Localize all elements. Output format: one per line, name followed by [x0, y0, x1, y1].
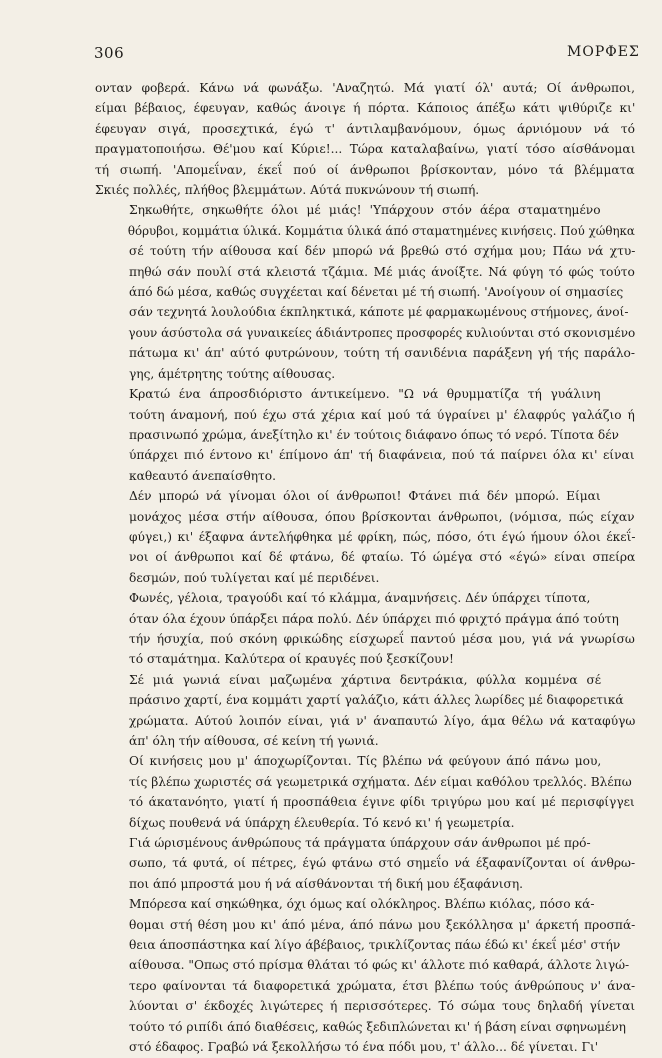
text-line: πάτωμα κι' άπ' αύτό φυτρώνουν, τούτη τή σανιδένια παράξενη γή τής παράλο- — [129, 346, 635, 361]
text-line: θομαι στή θέση μου κι' άπό μένα, άπό πάνω μου ξεκόλλησα μ' άρκετή προσπά- — [129, 917, 636, 932]
paragraph — [95, 833, 635, 894]
text-line: μονάχος μέσα στήν αίθουσα, όπου βρίσκονται άνθρωποι, (νόμισα, πώς είχαν — [129, 509, 635, 524]
text-line: λύονται σ' έκδοχές λιγώτερες ή περισσότερες. Τό σώμα τους δηλαδή γίνεται — [129, 999, 635, 1014]
paragraph — [95, 751, 635, 833]
text-line: γουν άσύστολα σά γυναικείες άδιάντροπες προσφορές κυλιούνται στό σκονισμένο — [128, 325, 636, 340]
text-line: όταν όλα έχουν ύπάρξει πάρα πολύ. Δέν ύπάρχει πιό φριχτό πράγμα άπό τούτη — [129, 611, 619, 626]
text-line: Δέν μπορώ νά γίνομαι όλοι οί άνθρωποι! Φτάνει πιά δέν μπορώ. Είμαι — [129, 489, 601, 504]
text-line: θόρυβοι, κομμάτια ύλικά. Κομμάτια ύλικά άπό σταματημένες κινήσεις. Πού χώθηκα — [127, 223, 635, 238]
text-line: Οί κινήσεις μου μ' άποχωρίζονται. Τίς βλέπω νά φεύγουν άπό πάνω μου, — [129, 754, 602, 769]
text-line: τή σιωπή. 'Απομεΐναν, έκεΐ πού οί άνθρωποι βρίσκονταν, μόνο τά βλέμματα — [95, 162, 635, 177]
text-line: Σηκωθήτε, σηκωθήτε όλοι μέ μιάς! 'Υπάρχουν στόν άέρα σταματημένο — [129, 203, 601, 218]
paragraph — [95, 894, 635, 1057]
text-line: τούτο τό ριπίδι άπό διαθέσεις, καθώς ξεδιπλώνεται κι' ή βάση είναι σφηνωμένη — [129, 1019, 626, 1034]
text-line: Κρατώ ένα άπροσδιόριστο άντικείμενο. "Ω νά θρυμματίζα τή γυάλινη — [129, 387, 601, 402]
text-line: δεσμών, πού τυλίγεται καί μέ περιδένει. — [129, 570, 380, 585]
text-line: δίχως πουθενά νά ύπάρχη έλευθερία. Τό κενό κι' ή γεωμετρία. — [129, 815, 515, 830]
text-line: σέ τούτη τήν αίθουσα καί δέν μπορώ νά βρεθώ στό σχήμα μου; Πάω νά χτυ- — [129, 244, 636, 259]
text-line: αίθουσα. "Οπως στό πρίσμα θλάται τό φώς κι' άλλοτε πιό καθαρά, άλλοτε λιγώ- — [129, 958, 630, 973]
paragraph — [95, 486, 635, 588]
text-line: άπ' όλη τήν αίθουσα, σέ κείνη τή γωνιά. — [129, 734, 379, 748]
text-line: καθεαυτό άνεπαίσθητο. — [129, 468, 276, 483]
body-text — [95, 78, 635, 1058]
text-line: θεια άποσπάστηκα καί λίγο άβέβαιος, τρικλίζοντας πάω έδώ κι' έκεΐ μέσ' στήν — [129, 938, 621, 953]
text-line: γης, άμέτρητης τούτης αίθουσας. — [129, 366, 336, 381]
text-line: ονταν φοβερά. Κάνω νά φωνάξω. 'Αναζητώ. Μά γιατί όλ' αυτά; Οί άνθρωποι, — [95, 81, 635, 95]
text-line: χρώματα. Αύτού λοιπόν είναι, γιά ν' άναπαυτώ λίγο, άμα θέλω νά καταφύγω — [129, 713, 636, 728]
text-line: Γιά ώρισμένους άνθρώπους τά πράγματα ύπάρχουν σάν άνθρωποι μέ πρό- — [129, 836, 591, 851]
text-line: νοι οί άνθρωποι καί δέ φτάνω, δέ φταίω. Τό ώμέγα στό «έγώ» είναι σπείρα — [129, 550, 636, 565]
text-line: ποι άπό μπροστά μου ή νά αίσθάνονται τή δική μου έξαφάνιση. — [129, 876, 524, 891]
text-line: τό σταμάτημα. Καλύτερα οί κραυγές πού ξεσκίζουν! — [129, 652, 454, 667]
text-line: στό έδαφος. Γραβώ νά ξεκολλήσω τό ένα πόδι μου, τ' άλλο... δέ γίνεται. Γι' — [129, 1040, 599, 1055]
text-line: τήν ήσυχία, πού σκόνη φρικώδης είσχωρεΐ παντού μέσα μου, γιά νά γνωρίσω — [129, 631, 635, 646]
paragraph — [95, 384, 635, 486]
paragraph — [95, 588, 635, 670]
text-line: Φωνές, γέλοια, τραγούδι καί τό κλάμμα, άναμνήσεις. Δέν ύπάρχει τίποτα, — [129, 591, 591, 606]
text-line: άπό δώ μέσα, καθώς συγχέεται καί δένεται μέ τή σιωπή. 'Ανοίγουν οί σημασίες — [129, 285, 624, 300]
text-line: Σκιές πολλές, πλήθος βλεμμάτων. Αύτά πυκνώνουν τή σιωπή. — [95, 183, 480, 198]
text-line: τό άκατανόητο, γιατί ή προσπάθεια έγινε φίδι τριγύρω μου καί μέ περισφίγγει — [129, 795, 635, 810]
text-line: πράσινο χαρτί, ένα κομμάτι χαρτί γαλάζιο, κάτι άλλες λωρίδες μέ διαφορετικά — [129, 693, 624, 708]
paragraph — [95, 78, 635, 200]
text-line: ύπάρχει πιό έντονο κι' έπίμονο άπ' τή διαφάνεια, πού τά παίρνει όλα κι' είναι — [129, 448, 635, 463]
paragraph — [95, 670, 635, 752]
text-line: είμαι βέβαιος, έφευγαν, καθώς άνοιγε ή πόρτα. Κάποιος άπέξω κάτι ψιθύριζε κι' — [95, 101, 636, 116]
text-line: πραγματοποιήσω. Θέ'μου καί Κύριε!... Τώρα καταλαβαίνω, γιατί τόσο αίσθάνομαι — [95, 142, 636, 157]
text-line: Μπόρεσα καί σηκώθηκα, όχι όμως καί ολόκληρος. Βλέπω κιόλας, πόσο κά- — [129, 897, 595, 912]
page-number: 306 — [94, 44, 125, 62]
text-line: τούτη άναμονή, πού έχω στά χέρια καί μού τά ύγραίνει μ' έλαφρύς γαλάζιο ή — [129, 407, 635, 422]
text-line: πηθώ σάν πουλί στά κλειστά τζάμια. Μέ μιάς άνοίξτε. Νά φύγη τό φώς τούτο — [129, 264, 635, 279]
text-line: Σέ μιά γωνιά είναι μαζωμένα χάρτινα δεντράκια, φύλλα κομμένα σέ — [129, 672, 602, 687]
text-line: έφευγαν σιγά, προσεχτικά, έγώ τ' άντιλαμβανόμουν, όμως άρνιόμουν νά τό — [95, 121, 635, 136]
paragraph — [95, 200, 635, 384]
text-line: πρασινωπό χρώμα, άνεξίτηλο κι' έν τούτοις διάφανο όπως τό νερό. Τίποτα δέν — [129, 427, 619, 442]
text-line: σάν τεχνητά λουλούδια έκπληκτικά, κάποτε μέ φαρμακωμένους στήμονες, άνοί- — [129, 305, 629, 320]
text-line: σωπο, τά φυτά, οί πέτρες, έγώ φτάνω στό σημεΐο νά έξαφανίζονται οί άνθρω- — [129, 856, 636, 871]
running-head: ΜΟΡΦΕΣ — [567, 44, 640, 60]
text-line: τίς βλέπω χωριστές σά γεωμετρικά σχήματα. Δέν είμαι καθόλου τρελλός. Βλέπω — [129, 774, 632, 789]
text-line: φύγει,) κι' έξαφνα άντελήφθηκα μέ φρίκη, πώς, πόσο, ότι έγώ ήμουν όλοι έκεΐ- — [129, 529, 636, 544]
text-line: τερο φαίνονται τά διαφορετικά χρώματα, έτσι βλέπω τούς άνθρώπους ν' άνα- — [129, 978, 636, 993]
